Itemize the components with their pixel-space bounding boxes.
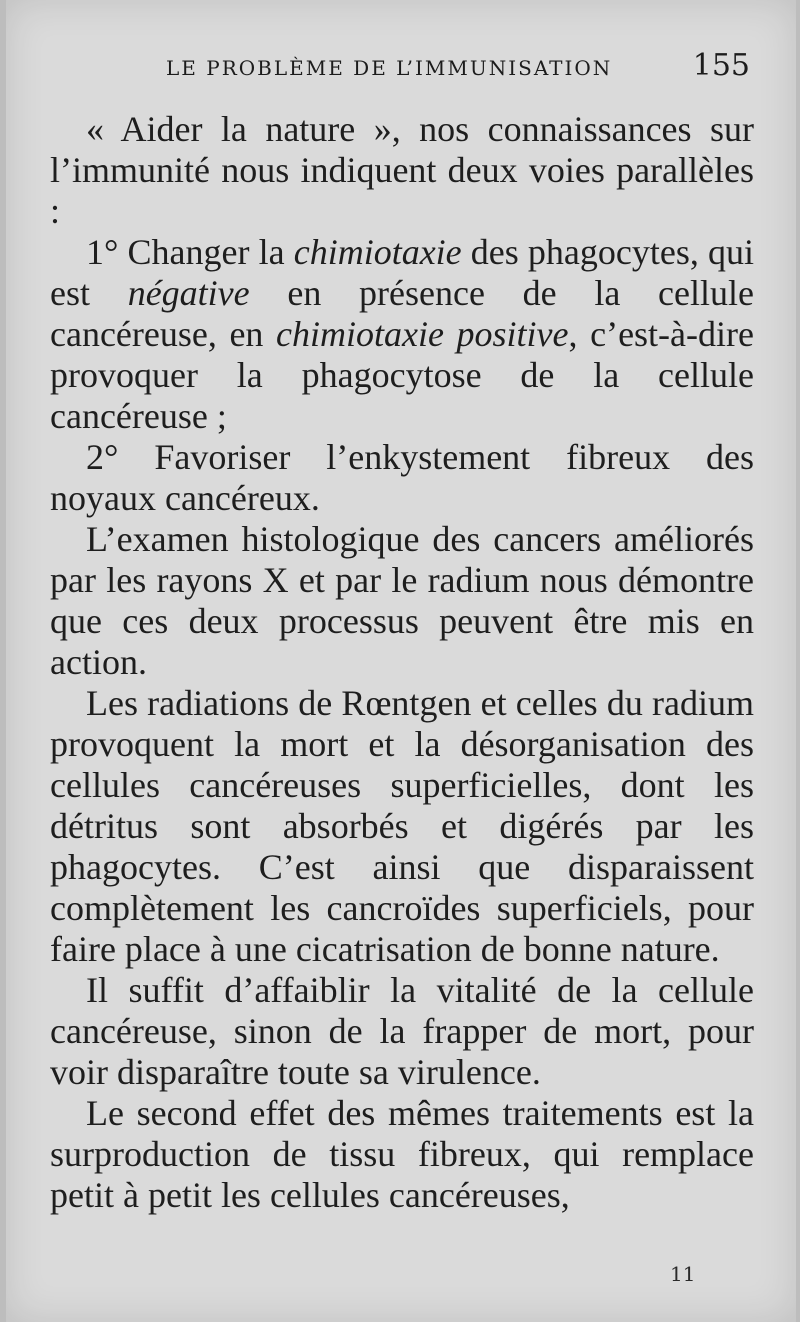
point-1-text-c: en présence de la cellule cancéreuse, en <box>50 273 754 354</box>
paragraph-histology: L’examen histologique des cancers améliorés par les rayons X et par le radium nous démontre que ces deux processus peuvent être mis en action. <box>50 519 754 682</box>
body-text <box>50 109 754 1216</box>
page-number: 155 <box>692 48 750 83</box>
paragraph-radiations: Les radiations de Rœntgen et celles du radium provoquent la mort et la désorganisation des cellules cancéreuses superficielles, dont les détritus sont absorbés et digérés par les phagocytes. C’est ainsi que disparaissent complètement les cancroïdes superficiels, pour faire place à une cicatrisation de bonne nature. <box>50 683 754 969</box>
paragraph-point-1 <box>50 232 754 437</box>
signature-mark: 11 <box>670 1262 696 1286</box>
book-page <box>6 0 796 1322</box>
running-header <box>166 48 750 88</box>
paragraph-point-2: 2° Favoriser l’enkystement fibreux des noyaux cancéreux. <box>50 437 754 518</box>
point-1-text-a: 1° Changer la <box>86 232 294 272</box>
paragraph-second-effect: Le second effet des mêmes traitements est la surproduction de tissu fibreux, qui remplace petit à petit les cellules cancéreuses, <box>50 1093 754 1215</box>
running-title: LE PROBLÈME DE L’IMMUNISATION <box>166 56 613 80</box>
paragraph-vitality: Il suffit d’affaiblir la vitalité de la cellule cancéreuse, sinon de la frapper de mort, pour voir disparaître toute sa virulence. <box>50 970 754 1092</box>
point-1-emphasis-negative: négative <box>127 273 250 313</box>
point-1-text-b: des phagocytes, qui est <box>50 232 754 313</box>
point-1-emphasis-chimiotaxie: chimiotaxie <box>293 232 462 272</box>
paragraph-intro: « Aider la nature », nos connaissances sur l’immunité nous indiquent deux voies parallèles : <box>50 109 754 231</box>
point-1-emphasis-positive: chimiotaxie positive <box>276 314 569 354</box>
point-1-text-d: , c’est-à-dire provoquer la phagocytose de la cellule cancéreuse ; <box>50 314 754 436</box>
